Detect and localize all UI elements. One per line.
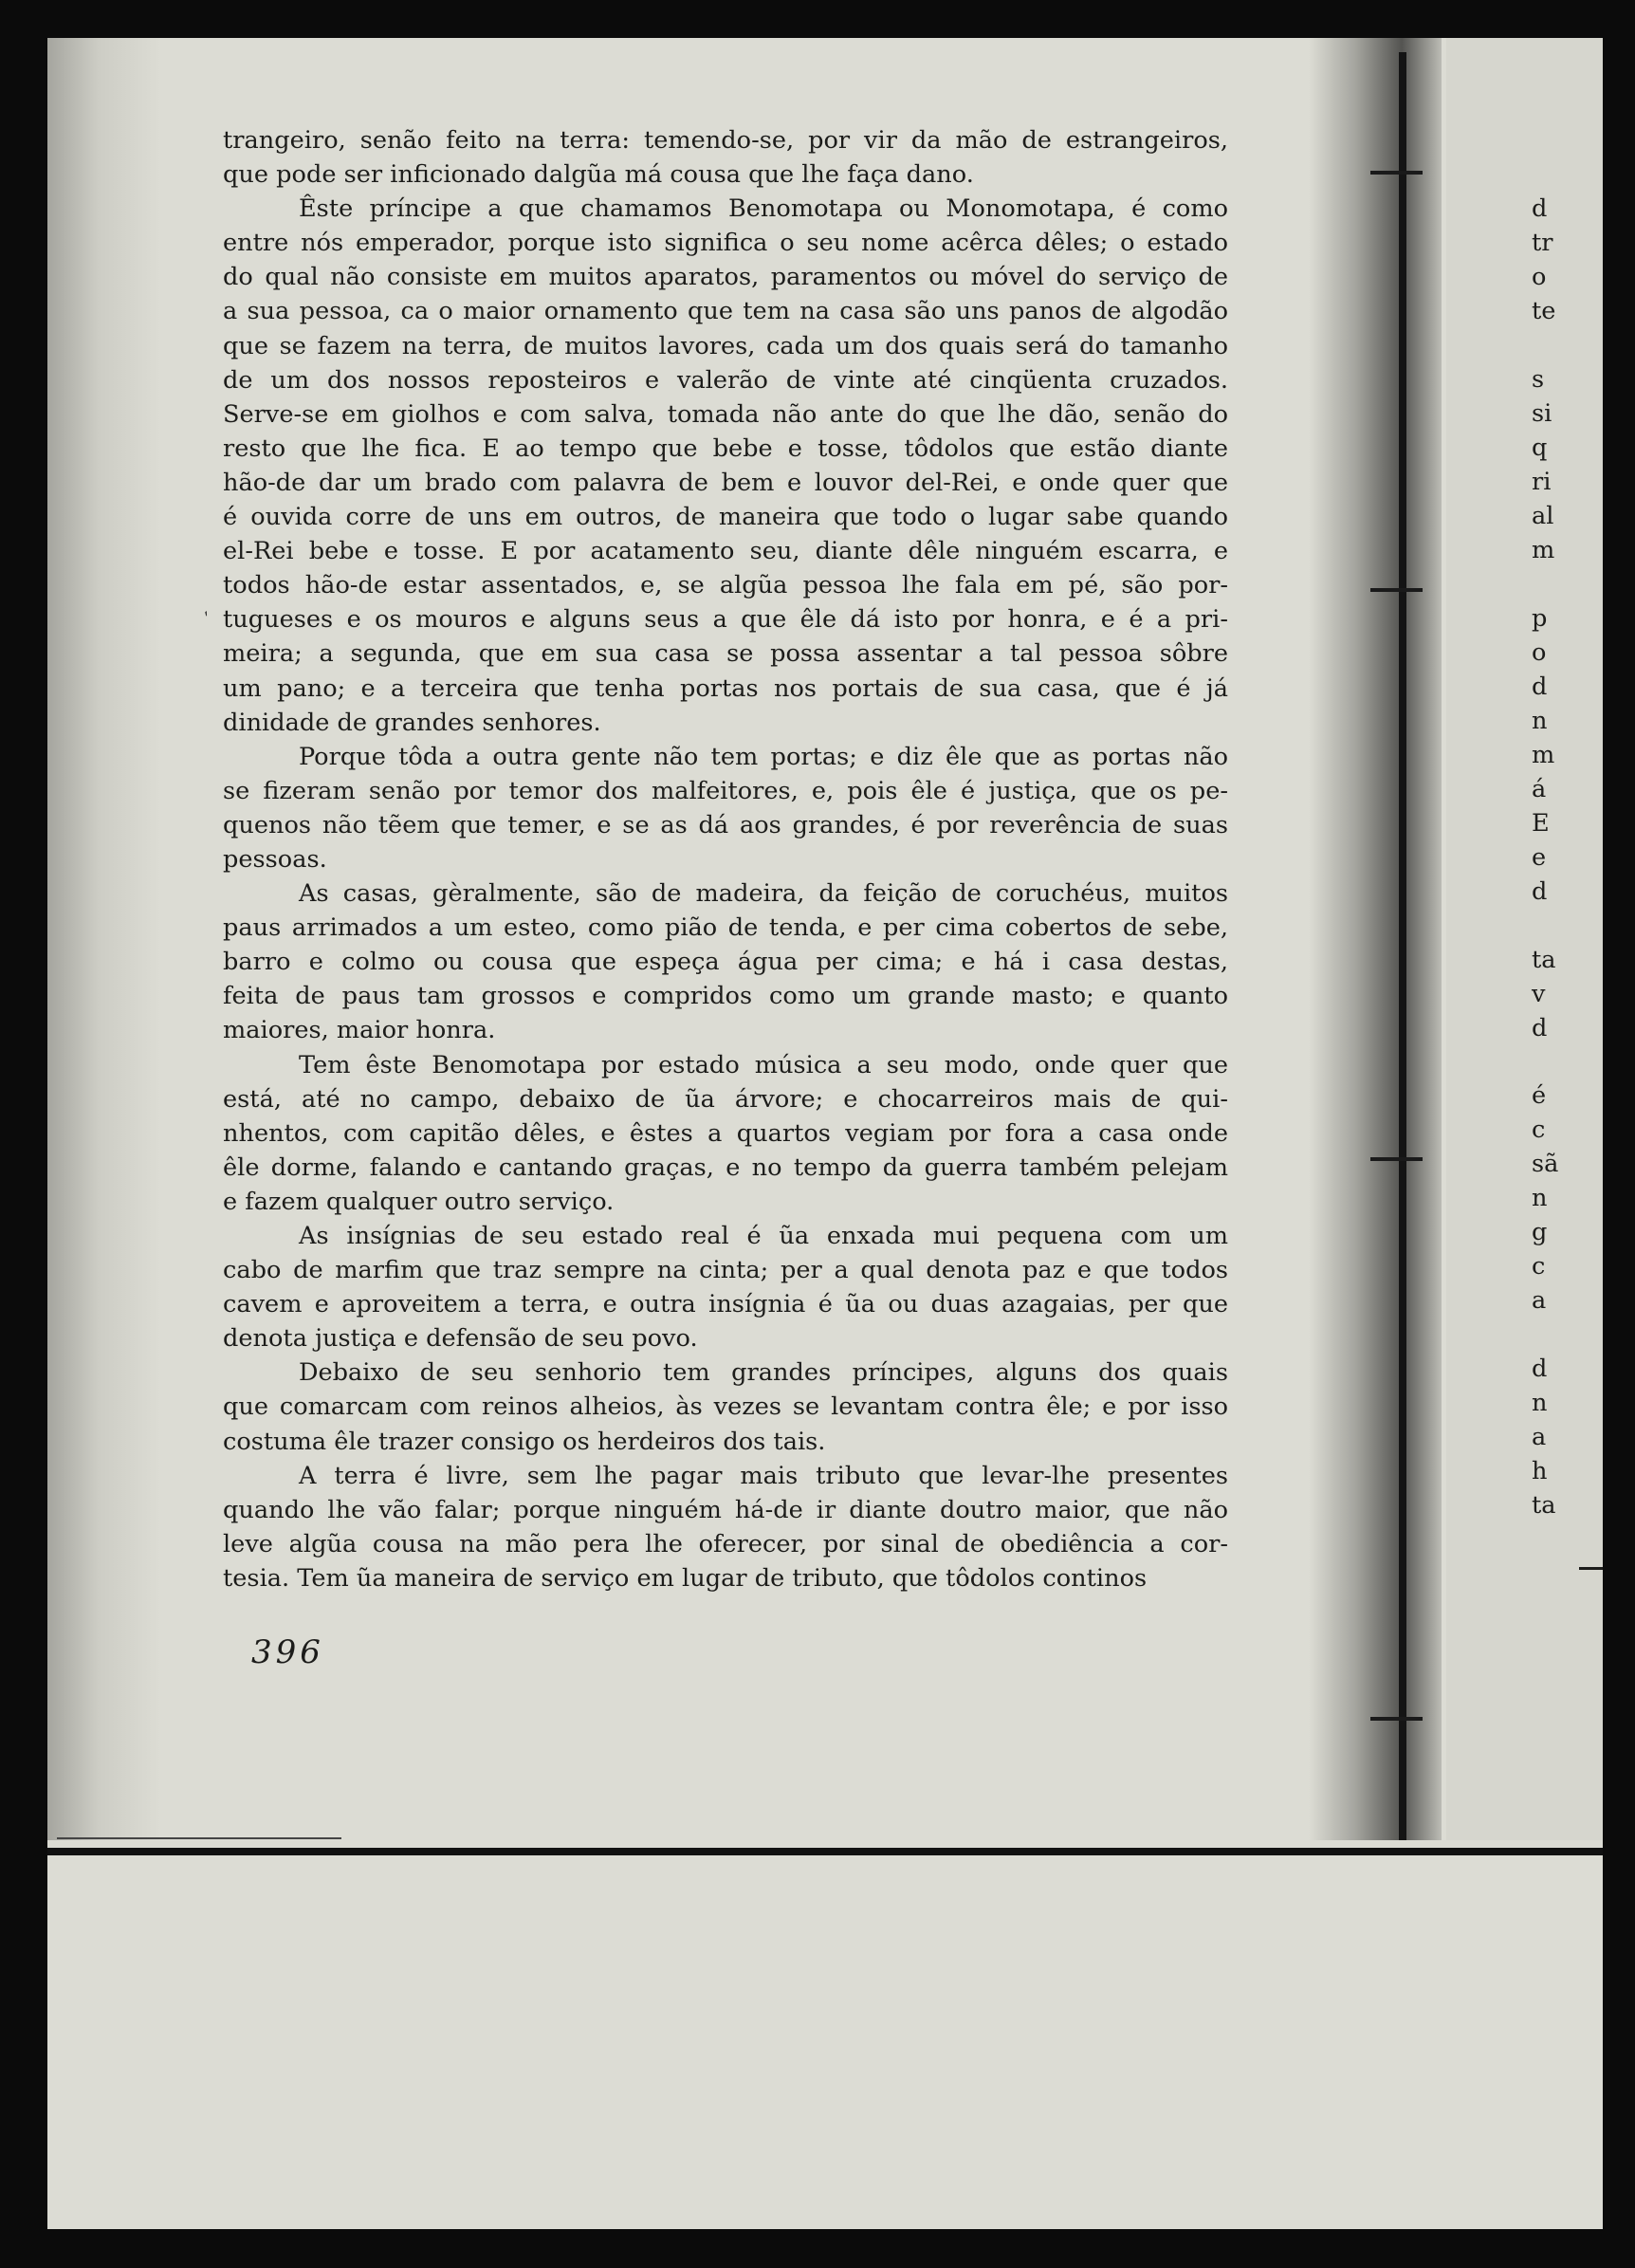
text-line: feita de paus tam grossos e compridos como um grande masto; e quanto [223, 982, 1228, 1011]
gutter-shadow [1309, 38, 1442, 1840]
text-line: de um dos nossos reposteiros e valerão de vinte até cinqüenta cruzados. [223, 365, 1228, 395]
text-line: que se fazem na terra, de muitos lavores, cada um dos quais será do tamanho [223, 331, 1228, 360]
text-line: está, até no campo, debaixo de ũa árvore; e chocarreiros mais de qui- [223, 1084, 1228, 1114]
paragraph [223, 123, 1228, 192]
facing-page-fragment: v [1532, 980, 1546, 1008]
text-line: A terra é livre, sem lhe pagar mais tributo que levar-lhe presentes [299, 1461, 1228, 1490]
facing-page-fragment: ta [1532, 1491, 1556, 1520]
text-line: que pode ser inficionado dalgũa má cousa que lhe faça dano. [223, 160, 974, 190]
facing-page-fragment: c [1532, 1116, 1546, 1144]
body-text [223, 123, 1228, 1595]
binding-stitch [1370, 1717, 1423, 1721]
text-line: resto que lhe fica. E ao tempo que bebe e tosse, tôdolos que estão diante [223, 433, 1228, 463]
text-line: el-Rei bebe e tosse. E por acatamento seu, diante dêle ninguém escarra, e [223, 537, 1228, 566]
text-line: leve algũa cousa na mão pera lhe oferecer, por sinal de obediência a cor- [223, 1529, 1228, 1558]
text-line: se fizeram senão por temor dos malfeitores, e, pois êle é justiça, que os pe- [223, 776, 1228, 805]
facing-page-fragment: al [1532, 502, 1554, 530]
facing-page-fragment: n [1532, 707, 1548, 735]
facing-page-fragment: ri [1532, 468, 1552, 496]
marginal-mark: ′ [201, 608, 221, 630]
text-line: um pano; e a terceira que tenha portas nos portais de sua casa, que é já [223, 673, 1228, 703]
facing-page-fragment: te [1532, 297, 1556, 325]
paragraph [223, 192, 1228, 740]
text-line: As insígnias de seu estado real é ũa enxada mui pequena com um [299, 1222, 1228, 1250]
text-line: dinidade de grandes senhores. [223, 708, 601, 737]
facing-page-fragment: si [1532, 399, 1552, 428]
facing-page-fragment: p [1532, 604, 1548, 633]
text-line: que comarcam com reinos alheios, às vezes se levantam contra êle; e por isso [223, 1392, 1228, 1422]
text-line: pessoas. [223, 844, 327, 874]
facing-page-fragment: m [1532, 741, 1555, 769]
facing-page-strip [1446, 38, 1603, 1840]
facing-page-fragment: s [1532, 365, 1545, 394]
facing-page-fragment: sã [1532, 1150, 1559, 1178]
text-line: quando lhe vão falar; porque ninguém há-de ir diante doutro maior, que não [223, 1495, 1228, 1524]
facing-page-fragment: n [1532, 1184, 1548, 1212]
text-line: costuma êle trazer consigo os herdeiros dos tais. [223, 1427, 826, 1456]
text-line: meira; a segunda, que em sua casa se possa assentar a tal pessoa sôbre [223, 639, 1228, 669]
facing-page-fragment: o [1532, 638, 1547, 667]
text-line: hão-de dar um brado com palavra de bem e louvor del-Rei, e onde quer que [223, 468, 1228, 497]
text-line: denota justiça e defensão de seu povo. [223, 1324, 698, 1354]
text-line: do qual não consiste em muitos aparatos, paramentos ou móvel do serviço de [223, 263, 1228, 292]
paragraph [223, 1048, 1228, 1219]
text-line: e fazem qualquer outro serviço. [223, 1187, 615, 1216]
text-line: entre nós emperador, porque isto significa o seu nome acêrca dêles; o estado [223, 229, 1228, 258]
text-line: Serve-se em giolhos e com salva, tomada não ante do que lhe dão, senão do [223, 399, 1228, 429]
facing-page-rule [1579, 1567, 1603, 1570]
facing-page-fragment: E [1532, 809, 1550, 838]
facing-page-fragment: n [1532, 1389, 1548, 1417]
text-line: tesia. Tem ũa maneira de serviço em lugar de tributo, que tôdolos continos [223, 1563, 1148, 1593]
facing-page-fragment: o [1532, 263, 1547, 291]
text-line: barro e colmo ou cousa que espeça água per cima; e há i casa destas, [223, 948, 1228, 977]
text-line: Debaixo de seu senhorio tem grandes príncipes, alguns dos quais [299, 1358, 1228, 1388]
facing-page-fragment: ta [1532, 946, 1556, 974]
bottom-edge-thin-line [57, 1837, 341, 1839]
paragraph [223, 1355, 1228, 1458]
text-line: nhentos, com capitão dêles, e êstes a quartos vegiam por fora a casa onde [223, 1118, 1228, 1148]
paragraph [223, 1459, 1228, 1595]
binding-stitch [1370, 1157, 1423, 1161]
paragraph [223, 876, 1228, 1047]
facing-page-fragment: a [1532, 1286, 1547, 1315]
paragraph [223, 1219, 1228, 1355]
facing-page-fragment: h [1532, 1457, 1548, 1485]
book-spine [1399, 52, 1406, 1840]
facing-page-fragment: m [1532, 536, 1555, 564]
left-edge-shadow [47, 38, 161, 1840]
text-line: paus arrimados a um esteo, como pião de tenda, e per cima cobertos de sebe, [223, 913, 1228, 943]
text-line: maiores, maior honra. [223, 1016, 496, 1045]
facing-page-fragment: é [1532, 1081, 1547, 1110]
facing-page-fragment: tr [1532, 229, 1553, 257]
page-number: 396 [251, 1633, 324, 1671]
binding-stitch [1370, 171, 1423, 175]
text-line: As casas, gèralmente, são de madeira, da feição de coruchéus, muitos [299, 879, 1228, 909]
facing-page-fragment: g [1532, 1218, 1548, 1246]
facing-page-fragment: q [1532, 433, 1548, 462]
facing-page-fragment: c [1532, 1252, 1546, 1281]
facing-page-fragment: a [1532, 1423, 1547, 1451]
text-line: quenos não tẽem que temer, e se as dá aos grandes, é por reverência de suas [223, 810, 1228, 839]
text-line: tugueses e os mouros e alguns seus a que êle dá isto por honra, e é a pri- [223, 605, 1228, 635]
facing-page-fragment: d [1532, 1355, 1548, 1383]
facing-page-fragment: e [1532, 843, 1547, 872]
text-line: cabo de marfim que traz sempre na cinta; per a qual denota paz e que todos [223, 1256, 1228, 1285]
facing-page-fragment: d [1532, 1014, 1548, 1042]
binding-stitch [1370, 588, 1423, 592]
text-line: Êste príncipe a que chamamos Benomotapa ou Monomotapa, é como [299, 194, 1228, 224]
text-line: todos hão-de estar assentados, e, se algũa pessoa lhe fala em pé, são por- [223, 571, 1228, 600]
bottom-edge-line [47, 1848, 1603, 1855]
text-line: trangeiro, senão feito na terra: temendo-se, por vir da mão de estrangeiros, [223, 126, 1228, 155]
paragraph [223, 740, 1228, 876]
facing-page-fragment: d [1532, 194, 1548, 223]
text-line: êle dorme, falando e cantando graças, e no tempo da guerra também pelejam [223, 1152, 1228, 1182]
text-line: a sua pessoa, ca o maior ornamento que tem na casa são uns panos de algodão [223, 297, 1228, 326]
facing-page-fragment: d [1532, 673, 1548, 701]
facing-page-fragment: á [1532, 775, 1547, 803]
text-line: é ouvida corre de uns em outros, de maneira que todo o lugar sabe quando [223, 503, 1228, 532]
text-line: Tem êste Benomotapa por estado música a seu modo, onde quer que [299, 1050, 1228, 1079]
text-line: Porque tôda a outra gente não tem portas; e diz êle que as portas não [299, 742, 1228, 771]
text-line: cavem e aproveitem a terra, e outra insígnia é ũa ou duas azagaias, per que [223, 1290, 1228, 1319]
facing-page-fragment: d [1532, 877, 1548, 906]
